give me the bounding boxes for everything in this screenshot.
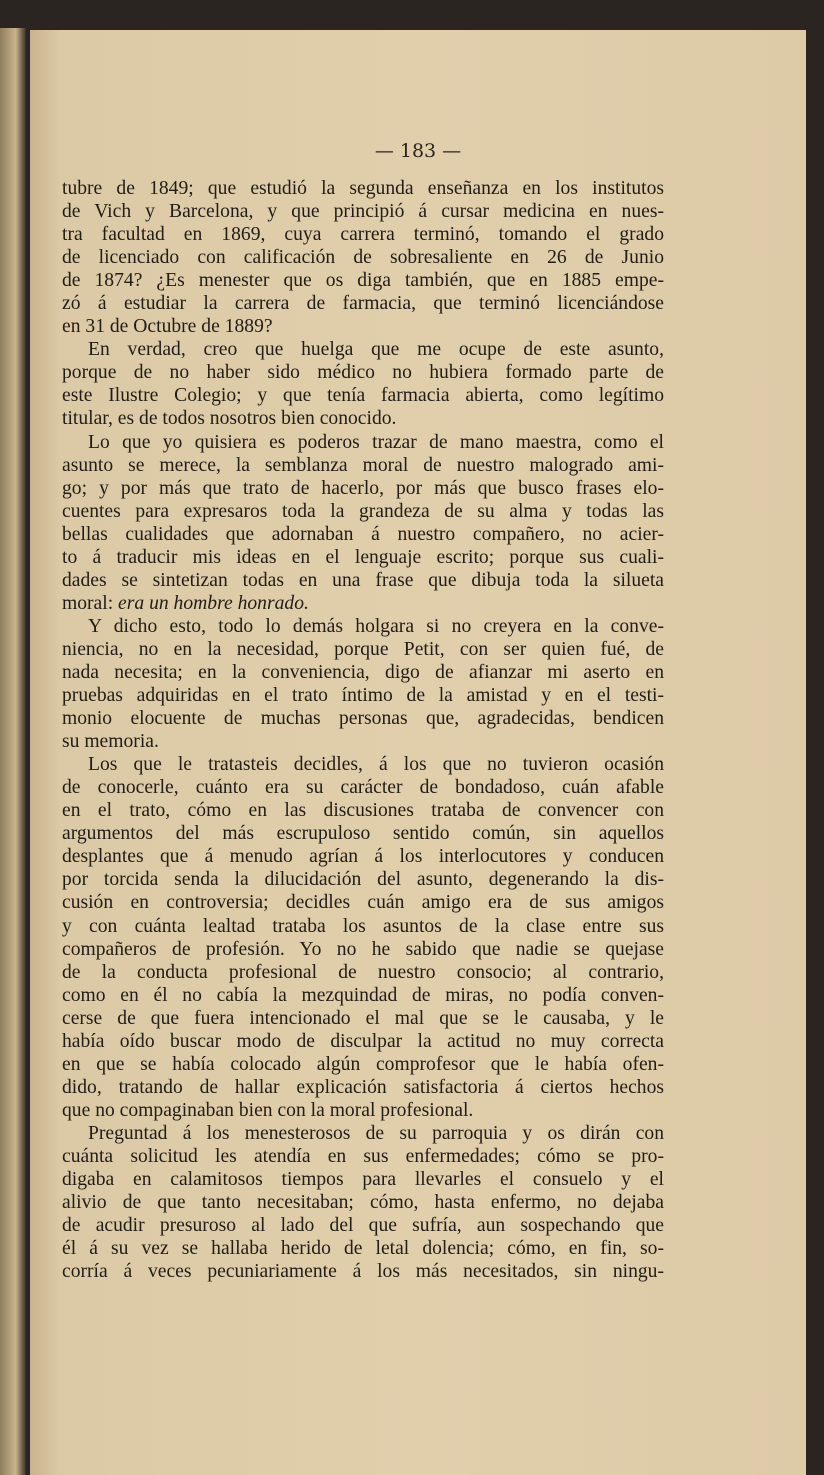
italic-phrase: era un hombre honrado. (118, 592, 309, 614)
text-line (62, 776, 664, 799)
line-text: Lo que yo quisiera es poderos trazar de mano maestra, como el (88, 431, 664, 453)
line-text: asunto se merece, la semblanza moral de nuestro malogrado ami- (62, 454, 664, 476)
line-text: de acudir presuroso al lado del que sufría, aun sospechando que (62, 1215, 664, 1237)
line-text: pruebas adquiridas en el trato íntimo de la amistad y en el testi- (62, 685, 664, 707)
text-line (62, 407, 664, 430)
line-text: y con cuánta lealtad trataba los asuntos de la clase entre sus (62, 915, 664, 937)
text-line (62, 1168, 664, 1191)
line-text: dido, tratando de hallar explicación satisfactoria á ciertos hechos (62, 1076, 664, 1098)
line-text: tubre de 1849; que estudió la segunda enseñanza en los institutos (62, 178, 664, 199)
text-line (62, 615, 664, 638)
line-text: de Vich y Barcelona, y que principió á cursar medicina en nues- (62, 201, 664, 223)
text-line (62, 1053, 664, 1076)
text-line (62, 384, 664, 407)
line-text: moral: (62, 592, 119, 614)
left-page-edge (0, 28, 26, 1475)
text-line (62, 1007, 664, 1030)
line-text: de la conducta profesional de nuestro consocio; al contrario, (62, 961, 664, 983)
text-line (62, 523, 664, 546)
line-text: como en él no cabía la mezquindad de miras, no podía conven- (62, 984, 664, 1006)
line-text: En verdad, creo que huelga que me ocupe de este asunto, (88, 339, 664, 361)
text-line (62, 1122, 664, 1145)
line-text: cuentes para expresaros toda la grandeza de su alma y todas las (62, 500, 664, 522)
text-line (62, 223, 664, 246)
line-text: bellas cualidades que adornaban á nuestro compañero, no acier- (62, 523, 664, 545)
text-line (62, 961, 664, 984)
line-text: niencia, no en la necesidad, porque Petit, con ser quien fué, de (62, 638, 664, 660)
text-line (62, 454, 664, 477)
line-text: dades se sintetizan todas en una frase que dibuja toda la silueta (62, 569, 664, 591)
text-line (62, 845, 664, 868)
line-text: tra facultad en 1869, cuya carrera terminó, tomando el grado (62, 224, 664, 246)
line-text: Preguntad á los menesterosos de su parroquia y os dirán con (88, 1122, 664, 1144)
text-line (62, 915, 664, 938)
text-line (62, 730, 664, 753)
line-text: este Ilustre Colegio; y que tenía farmacia abierta, como legítimo (62, 385, 664, 407)
text-line (62, 799, 664, 822)
body-text (62, 177, 664, 1283)
line-text: compañeros de profesión. Yo no he sabido que nadie se quejase (62, 938, 664, 960)
line-text: porque de no haber sido médico no hubiera formado parte de (62, 362, 664, 384)
line-text: en que se había colocado algún comprofesor que le había ofen- (62, 1053, 664, 1075)
line-text: cuánta solicitud les atendía en sus enfermedades; cómo se pro- (62, 1145, 664, 1167)
line-text: en el trato, cómo en las discusiones trataba de convencer con (62, 800, 664, 822)
line-text: de conocerle, cuánto era su carácter de bondadoso, cuán afable (62, 777, 664, 799)
line-text: zó á estudiar la carrera de farmacia, que terminó licenciándose (62, 293, 664, 315)
text-line (62, 868, 664, 891)
line-text: nada necesita; en la conveniencia, digo de afianzar mi aserto en (62, 661, 664, 683)
text-line (62, 269, 664, 292)
text-line (62, 1145, 664, 1168)
line-text: argumentos del más escrupuloso sentido común, sin aquellos (62, 823, 664, 845)
text-line (62, 1030, 664, 1053)
line-text: de 1874? ¿Es menester que os diga también, que en 1885 empe- (62, 270, 664, 292)
text-line (62, 315, 664, 338)
text-line (62, 477, 664, 500)
text-line (62, 984, 664, 1007)
text-line (62, 177, 664, 200)
line-text: él á su vez se hallaba herido de letal dolencia; cómo, en fin, so- (62, 1238, 664, 1260)
line-text: de licenciado con calificación de sobresaliente en 26 de Junio (62, 247, 664, 269)
line-text: go; y por más que trato de hacerlo, por más que busco frases elo- (62, 477, 664, 499)
line-text: que no compaginaban bien con la moral profesional. (62, 1099, 474, 1121)
text-line (62, 246, 664, 269)
text-line (62, 1191, 664, 1214)
text-line (62, 822, 664, 845)
book-page (30, 30, 806, 1475)
text-line (62, 292, 664, 315)
line-text: había oído buscar modo de disculpar la actitud no muy correcta (62, 1030, 664, 1052)
line-text: en 31 de Octubre de 1889? (62, 316, 273, 338)
line-text: monio elocuente de muchas personas que, agradecidas, bendicen (62, 708, 664, 730)
line-text: corría á veces pecuniariamente á los más necesitados, sin ningu- (62, 1261, 664, 1283)
line-text: titular, es de todos nosotros bien conocido. (62, 408, 397, 430)
line-text: digaba en calamitosos tiempos para llevarles el consuelo y el (62, 1169, 664, 1191)
text-line (62, 1260, 664, 1283)
text-line (62, 1214, 664, 1237)
text-line (62, 361, 664, 384)
text-line (62, 661, 664, 684)
line-text: to á traducir mis ideas en el lenguaje escrito; porque sus cuali- (62, 546, 664, 568)
text-line (62, 684, 664, 707)
line-text: por torcida senda la dilucidación del asunto, degenerando la dis- (62, 869, 664, 891)
line-text: cusión en controversia; decidles cuán amigo era de sus amigos (62, 892, 664, 914)
text-line (62, 431, 664, 454)
text-line (62, 592, 664, 615)
text-line (62, 546, 664, 569)
line-text: Y dicho esto, todo lo demás holgara si no creyera en la conve- (88, 615, 664, 637)
text-line (62, 569, 664, 592)
line-text: alivio de que tanto necesitaban; cómo, hasta enfermo, no dejaba (62, 1192, 664, 1214)
text-line (62, 707, 664, 730)
text-line (62, 338, 664, 361)
line-text: desplantes que á menudo agrían á los interlocutores y conducen (62, 846, 664, 868)
line-text: su memoria. (62, 731, 159, 753)
text-line (62, 1076, 664, 1099)
text-line (62, 1099, 664, 1122)
text-line (62, 891, 664, 914)
line-text: cerse de que fuera intencionado el mal que se le causaba, y le (62, 1007, 664, 1029)
text-line (62, 200, 664, 223)
line-text: Los que le tratasteis decidles, á los que no tuvieron ocasión (88, 754, 664, 776)
text-line (62, 638, 664, 661)
text-line (62, 1237, 664, 1260)
page-number: — 183 — (374, 140, 462, 162)
text-line (62, 753, 664, 776)
text-line (62, 500, 664, 523)
text-line (62, 938, 664, 961)
